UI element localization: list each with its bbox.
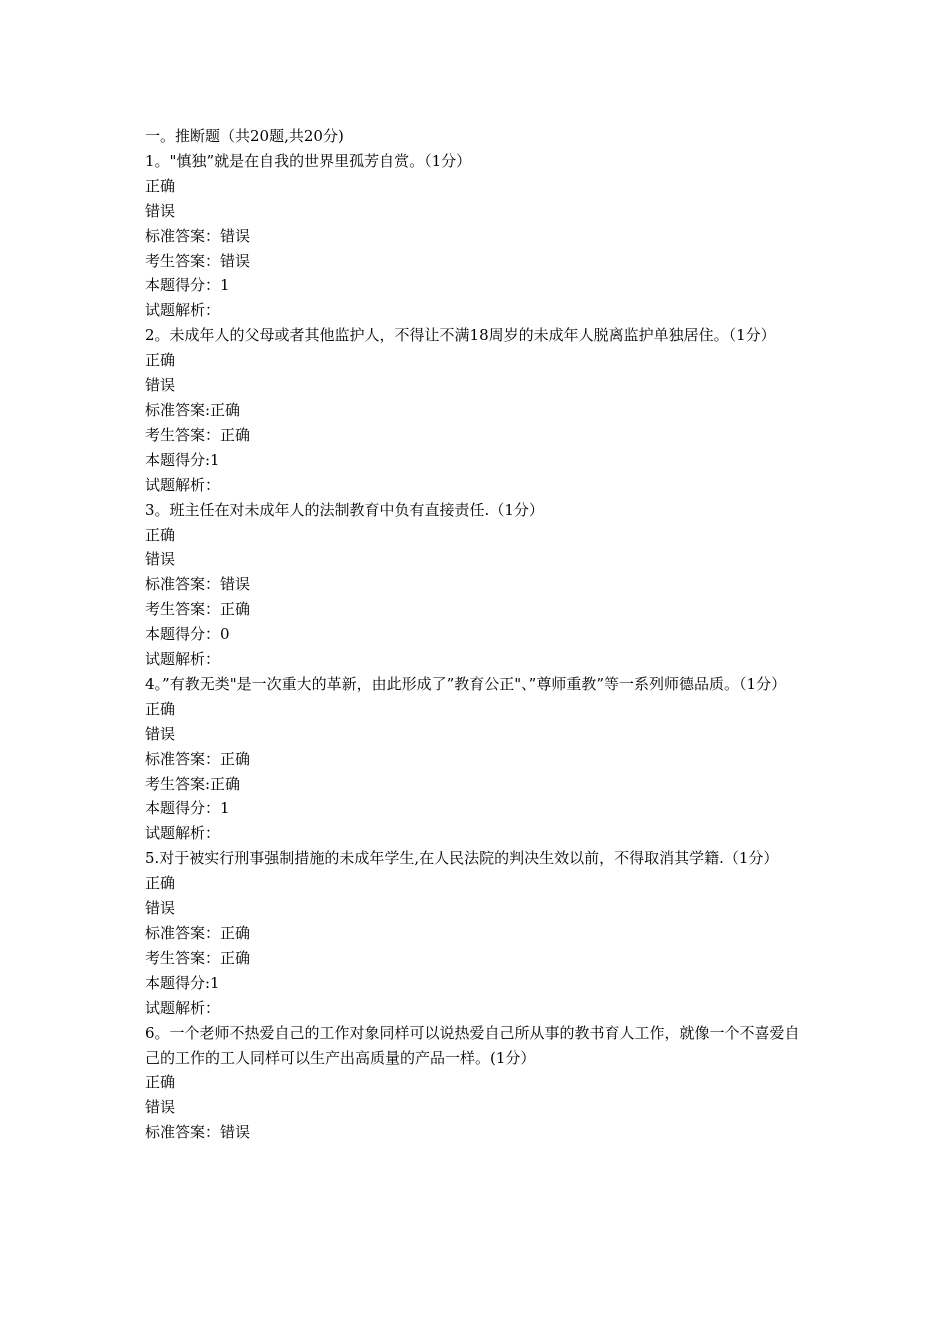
question-block xyxy=(145,323,810,497)
standard-answer: 标准答案：错误 xyxy=(145,575,251,594)
option-false: 错误 xyxy=(145,550,176,569)
standard-answer: 标准答案：错误 xyxy=(145,1123,251,1142)
student-answer: 考生答案：正确 xyxy=(145,948,251,967)
standard-answer: 标准答案：正确 xyxy=(145,924,251,942)
question-block xyxy=(145,1021,810,1146)
question-score: 本题得分:1 xyxy=(145,450,220,469)
option-true: 正确 xyxy=(145,176,176,195)
question-score: 本题得分：1 xyxy=(145,799,230,818)
question-analysis: 试题解析： xyxy=(145,824,221,843)
option-true: 正确 xyxy=(145,699,176,718)
option-true: 正确 xyxy=(145,874,176,893)
option-false: 错误 xyxy=(145,201,176,220)
option-false: 错误 xyxy=(145,724,176,743)
question-score: 本题得分：1 xyxy=(145,276,230,295)
question-analysis: 试题解析： xyxy=(145,301,221,320)
student-answer: 考生答案：正确 xyxy=(145,425,251,444)
option-false: 错误 xyxy=(145,1098,176,1117)
student-answer: 考生答案：正确 xyxy=(145,600,251,619)
student-answer: 考生答案：错误 xyxy=(145,251,251,270)
question-text: 5.对于被实行刑事强制措施的未成年学生,在人民法院的判决生效以前，不得取消其学籍.（1分） xyxy=(145,849,779,868)
question-text: 2。未成年人的父母或者其他监护人，不得让不满18周岁的未成年人脱离监护单独居住。（1分） xyxy=(145,326,776,345)
question-analysis: 试题解析： xyxy=(145,998,221,1017)
question-text: 1。"慎独”就是在自我的世界里孤芳自赏。（1分） xyxy=(145,151,472,170)
question-block xyxy=(145,846,810,1020)
question-analysis: 试题解析： xyxy=(145,650,221,669)
exam-document xyxy=(145,124,810,1145)
question-block xyxy=(145,498,810,672)
question-analysis: 试题解析： xyxy=(145,475,221,494)
question-text: 3。班主任在对未成年人的法制教育中负有直接责任.（1分） xyxy=(145,500,544,519)
option-false: 错误 xyxy=(145,376,176,395)
option-false: 错误 xyxy=(145,899,176,918)
option-true: 正确 xyxy=(145,351,176,370)
question-score: 本题得分：0 xyxy=(145,625,230,644)
question-score: 本题得分:1 xyxy=(145,973,220,992)
standard-answer: 标准答案：错误 xyxy=(145,226,251,245)
section-title: 一。推断题（共20题,共20分) xyxy=(145,127,344,145)
question-text: 6。一个老师不热爱自己的工作对象同样可以说热爱自己所从事的教书育人工作，就像一个不喜爱自己的工作的工人同样可以生产出高质量的产品一样。(1分） xyxy=(145,1023,800,1067)
option-true: 正确 xyxy=(145,1073,176,1092)
question-text: 4。”有教无类"是一次重大的革新，由此形成了”教育公正"、”尊师重教”等一系列师德品质。（1分） xyxy=(145,674,787,693)
standard-answer: 标准答案:正确 xyxy=(145,400,241,419)
option-true: 正确 xyxy=(145,525,176,544)
student-answer: 考生答案:正确 xyxy=(145,774,241,793)
question-block xyxy=(145,672,810,846)
standard-answer: 标准答案：正确 xyxy=(145,749,251,768)
question-block xyxy=(145,149,810,323)
